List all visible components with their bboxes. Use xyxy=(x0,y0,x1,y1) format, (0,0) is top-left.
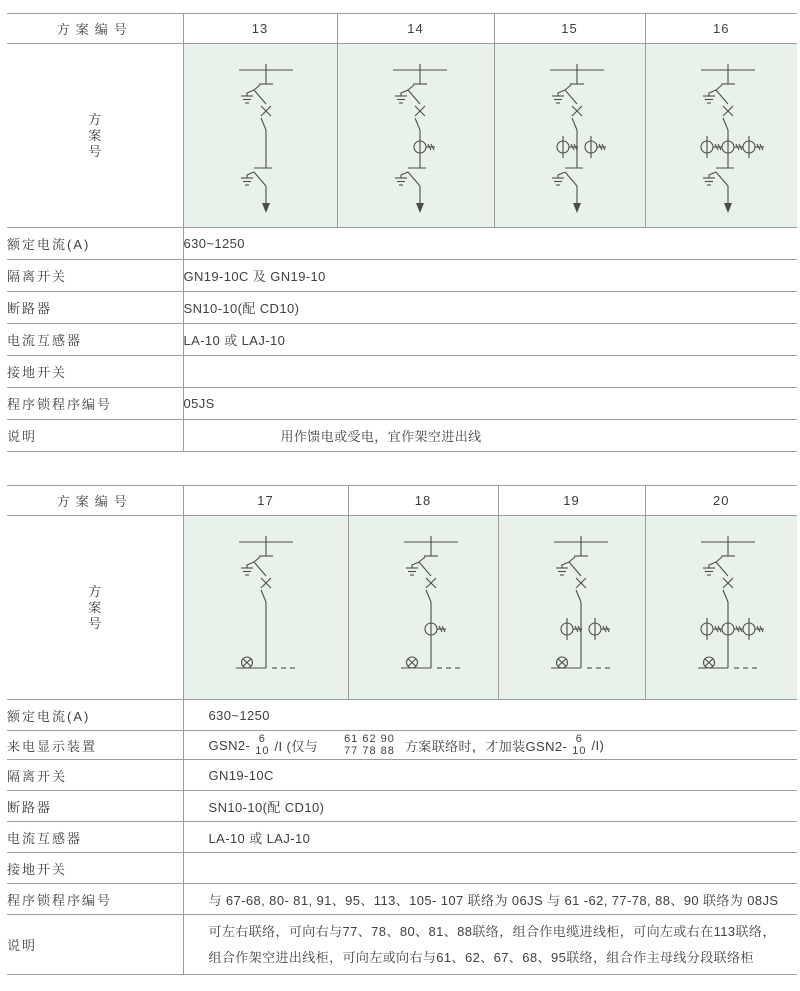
row-value: SN10-10(配 CD10) xyxy=(183,292,797,324)
diagram-row xyxy=(7,44,797,228)
ct-row xyxy=(7,822,797,853)
circuit-breaker-icon xyxy=(723,106,733,130)
outgoing-arrow-icon xyxy=(724,186,732,213)
row-value xyxy=(183,915,797,975)
scheme-number-20: 20 xyxy=(645,486,797,516)
busbar xyxy=(550,64,604,84)
program-lock-row xyxy=(7,388,797,420)
busbar xyxy=(239,536,293,556)
single-line-diagram-17 xyxy=(184,516,348,699)
disconnector-earth-switch-icon xyxy=(241,557,266,576)
busbar xyxy=(554,536,608,556)
row-label: 电流互感器 xyxy=(7,822,183,853)
disconnector-earth-switch-icon xyxy=(241,85,266,104)
diagram-cell-19 xyxy=(498,516,645,700)
current-transformer-icon xyxy=(557,136,578,158)
row-label: 隔离开关 xyxy=(7,760,183,791)
lower-disconnector-earth-switch-icon xyxy=(395,168,426,186)
disconnector-row xyxy=(7,260,797,292)
voltage-fraction xyxy=(255,733,269,757)
disconnector-row xyxy=(7,760,797,791)
note-line-2: 组合作架空进出线柜，可向左或向右与61、62、67、68、95联络，组合作主母线分段联络柜 xyxy=(208,949,754,965)
row-value: SN10-10(配 CD10) xyxy=(183,791,797,822)
single-line-diagram-16 xyxy=(646,44,800,227)
single-line-diagram-13 xyxy=(184,44,348,227)
current-transformer-icon xyxy=(561,618,582,640)
gsn2-suffix: /I) xyxy=(591,737,605,753)
row-value: 05JS xyxy=(183,388,797,420)
earth-switch-row xyxy=(7,853,797,884)
header-scheme-no-label: 方案编号 xyxy=(7,14,183,44)
disconnector-earth-switch-icon xyxy=(552,85,577,104)
single-line-diagram-20 xyxy=(646,516,800,699)
row-label: 说明 xyxy=(7,420,183,452)
outgoing-arrow-icon xyxy=(573,186,581,213)
fraction-bottom: 10 xyxy=(255,745,270,757)
scheme-list-fraction xyxy=(344,733,395,757)
incoming-display-value xyxy=(209,733,798,757)
header-row xyxy=(7,14,797,44)
row-value xyxy=(183,356,797,388)
outgoing-arrow-icon xyxy=(262,186,270,213)
current-transformer-icon xyxy=(722,623,743,635)
single-line-diagram-14 xyxy=(338,44,502,227)
diagram-cell-14 xyxy=(337,44,494,228)
disconnector-earth-switch-icon xyxy=(703,85,728,104)
disconnector-earth-switch-icon xyxy=(556,557,581,576)
diagram-cell-15 xyxy=(494,44,645,228)
indicator-lamp-icon xyxy=(406,657,417,668)
row-value: 630~1250 xyxy=(183,700,797,731)
row-label: 接地开关 xyxy=(7,356,183,388)
row-label: 断路器 xyxy=(7,791,183,822)
row-label: 额定电流(A) xyxy=(7,228,183,260)
diagram-cell-16 xyxy=(645,44,797,228)
note-line-1: 可左右联络，可向右与77、78、80、81、88联络，组合作电缆进线柜，可向左或右在113联络， xyxy=(208,923,776,939)
row-value: 与 67-68, 80- 81, 91、95、113、105- 107 联络为 06JS 与 61 -62, 77-78, 88、90 联络为 08JS xyxy=(183,884,797,915)
row-label: 断路器 xyxy=(7,292,183,324)
row-label: 电流互感器 xyxy=(7,324,183,356)
fraction-bottom: 77 78 88 xyxy=(344,745,395,757)
single-line-diagram-15 xyxy=(495,44,659,227)
scheme-number-13: 13 xyxy=(183,14,337,44)
row-value xyxy=(183,731,797,760)
diagram-row-label-cell xyxy=(7,44,183,228)
rated-current-row xyxy=(7,700,797,731)
lower-disconnector-earth-switch-icon xyxy=(552,168,583,186)
disconnector-earth-switch-icon xyxy=(395,85,420,104)
diagram-cell-17 xyxy=(183,516,348,700)
current-transformer-icon xyxy=(701,136,722,158)
diagram-cell-13 xyxy=(183,44,337,228)
circuit-breaker-icon xyxy=(572,106,582,130)
disconnector-earth-switch-icon xyxy=(703,557,728,576)
row-label: 来电显示装置 xyxy=(7,731,183,760)
indicator-lamp-icon xyxy=(241,657,252,668)
row-label: 接地开关 xyxy=(7,853,183,884)
earth-switch-row xyxy=(7,356,797,388)
single-line-diagram-18 xyxy=(349,516,513,699)
lower-disconnector-earth-switch-icon xyxy=(241,168,272,186)
row-value xyxy=(183,853,797,884)
row-value: 用作馈电或受电，宜作架空进出线 xyxy=(183,420,797,452)
note-row xyxy=(7,915,797,975)
row-label: 隔离开关 xyxy=(7,260,183,292)
scheme-number-19: 19 xyxy=(498,486,645,516)
header-row xyxy=(7,486,797,516)
row-value: GN19-10C xyxy=(183,760,797,791)
rated-current-row xyxy=(7,228,797,260)
gsn2-prefix: GSN2- xyxy=(208,737,251,753)
diagram-row xyxy=(7,516,797,700)
voltage-fraction xyxy=(572,733,586,757)
outgoing-arrow-icon xyxy=(416,186,424,213)
lower-disconnector-earth-switch-icon xyxy=(703,168,734,186)
diagram-row-label: 方案号 xyxy=(88,111,102,159)
circuit-breaker-icon xyxy=(261,578,271,602)
circuit-breaker-icon xyxy=(415,106,425,130)
disconnector-earth-switch-icon xyxy=(406,557,431,576)
indicator-lamp-icon xyxy=(703,657,714,668)
busbar xyxy=(393,64,447,84)
scheme-table-13-16 xyxy=(7,13,797,452)
breaker-row xyxy=(7,292,797,324)
row-value: GN19-10C 及 GN19-10 xyxy=(183,260,797,292)
row-label: 程序锁程序编号 xyxy=(7,388,183,420)
current-transformer-icon xyxy=(585,136,606,158)
fraction-top: 6 xyxy=(575,733,583,745)
header-scheme-no-label: 方案编号 xyxy=(7,486,183,516)
busbar xyxy=(404,536,458,556)
gsn2-mid1: /I (仅与 xyxy=(274,738,319,754)
fraction-top: 6 xyxy=(258,733,266,745)
row-value: LA-10 或 LAJ-10 xyxy=(183,822,797,853)
scheme-number-15: 15 xyxy=(494,14,645,44)
row-value: LA-10 或 LAJ-10 xyxy=(183,324,797,356)
current-transformer-icon xyxy=(743,618,764,640)
circuit-breaker-icon xyxy=(261,106,271,130)
ct-row xyxy=(7,324,797,356)
diagram-row-label: 方案号 xyxy=(88,583,102,631)
breaker-row xyxy=(7,791,797,822)
diagram-cell-20 xyxy=(645,516,797,700)
scheme-number-18: 18 xyxy=(348,486,498,516)
row-label: 额定电流(A) xyxy=(7,700,183,731)
current-transformer-icon xyxy=(425,623,446,635)
circuit-breaker-icon xyxy=(576,578,586,602)
single-line-diagram-19 xyxy=(499,516,663,699)
row-value: 630~1250 xyxy=(183,228,797,260)
row-label: 程序锁程序编号 xyxy=(7,884,183,915)
row-label: 说明 xyxy=(7,915,183,975)
diagram-row-label-cell xyxy=(7,516,183,700)
circuit-breaker-icon xyxy=(723,578,733,602)
note-row xyxy=(7,420,797,452)
current-transformer-icon xyxy=(722,141,743,153)
scheme-number-17: 17 xyxy=(183,486,348,516)
fraction-top: 61 62 90 xyxy=(344,733,395,745)
current-transformer-icon xyxy=(701,618,722,640)
current-transformer-icon xyxy=(743,136,764,158)
diagram-cell-18 xyxy=(348,516,498,700)
busbar xyxy=(701,64,755,84)
busbar xyxy=(239,64,293,84)
current-transformer-icon xyxy=(589,618,610,640)
busbar xyxy=(701,536,755,556)
gsn2-mid2: 方案联络时，才加装GSN2- xyxy=(404,738,568,754)
program-lock-row xyxy=(7,884,797,915)
scheme-table-17-20 xyxy=(7,485,797,975)
circuit-breaker-icon xyxy=(426,578,436,602)
incoming-display-row xyxy=(7,731,797,760)
fraction-bottom: 10 xyxy=(572,745,587,757)
scheme-number-16: 16 xyxy=(645,14,797,44)
scheme-number-14: 14 xyxy=(337,14,494,44)
indicator-lamp-icon xyxy=(556,657,567,668)
current-transformer-icon xyxy=(414,141,435,153)
